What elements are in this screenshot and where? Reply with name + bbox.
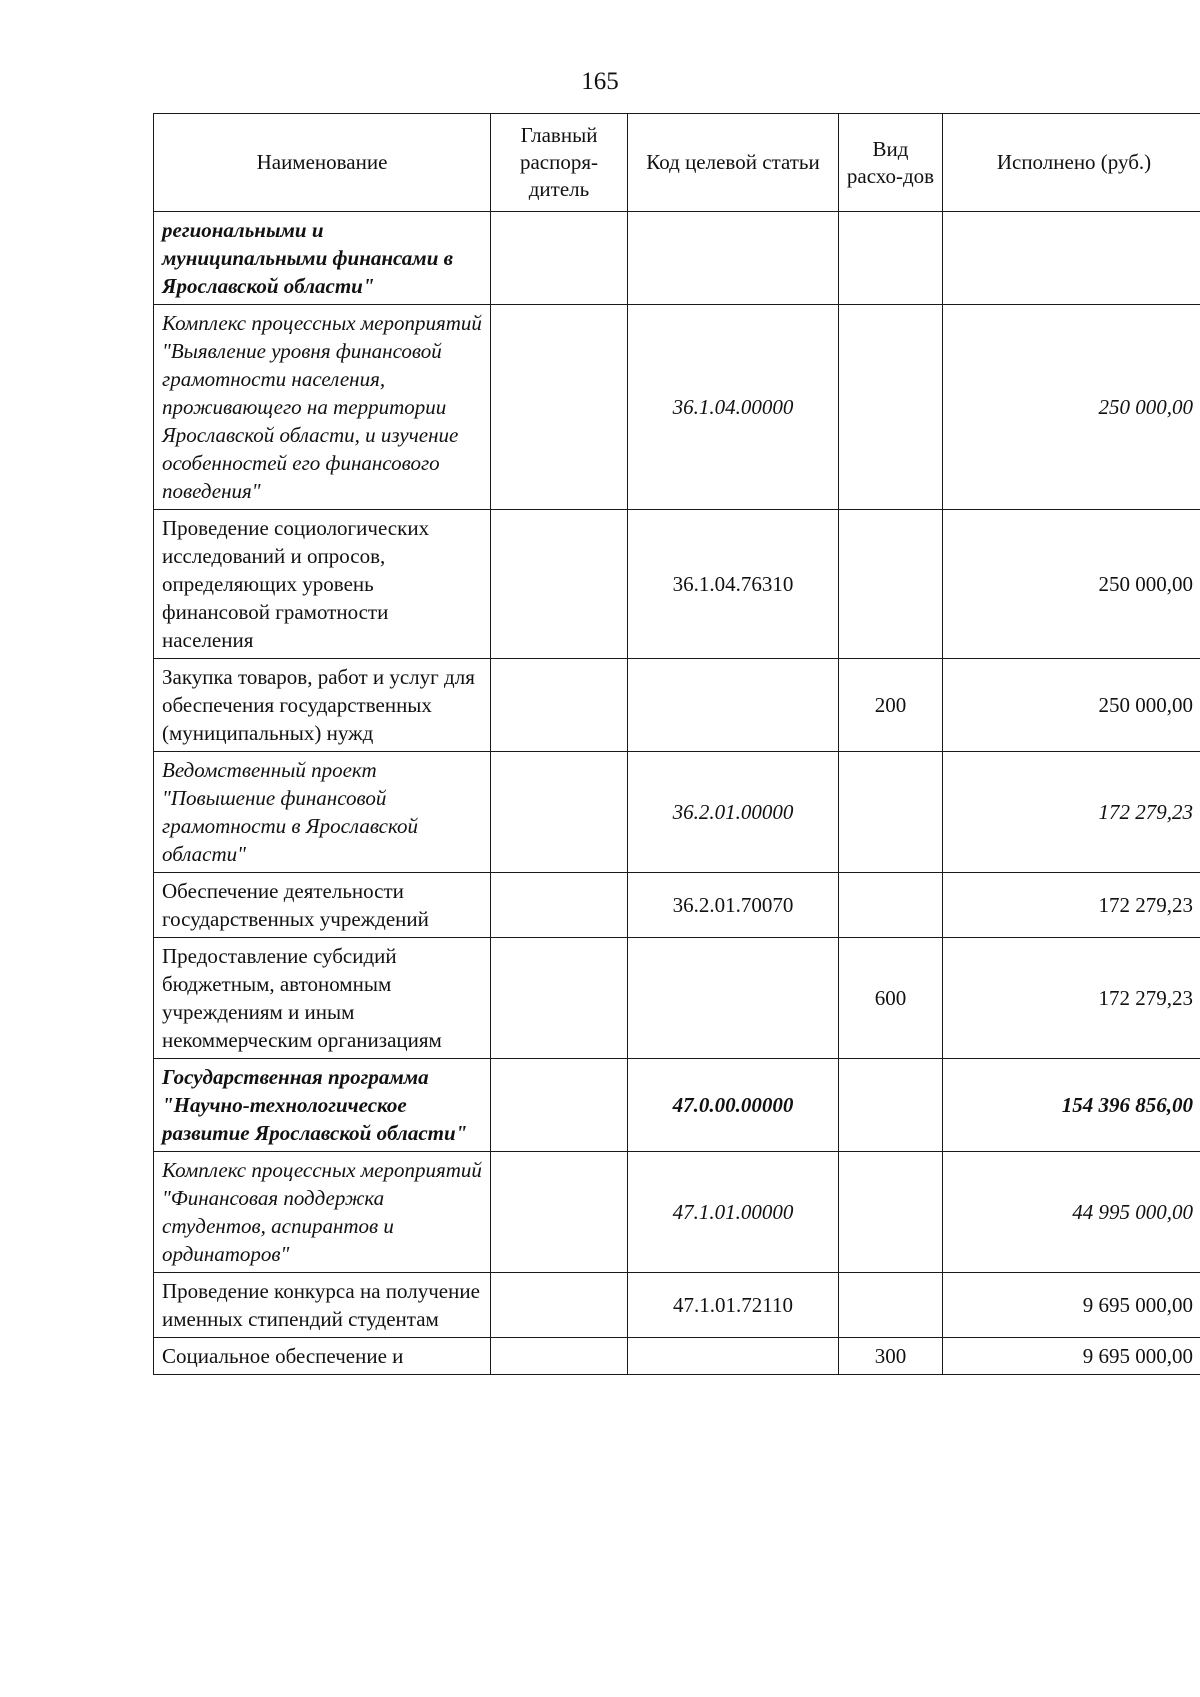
cell-code (628, 938, 839, 1059)
cell-vid (839, 212, 943, 305)
cell-grbs (491, 1338, 628, 1375)
cell-vid (839, 752, 943, 873)
cell-code: 47.0.00.00000 (628, 1059, 839, 1152)
budget-table (153, 113, 1200, 1375)
cell-sum (943, 212, 1200, 305)
cell-name: региональными и муниципальными финансами в Ярославской области" (154, 212, 491, 305)
cell-grbs (491, 1152, 628, 1273)
cell-code: 36.2.01.00000 (628, 752, 839, 873)
cell-vid (839, 873, 943, 938)
cell-sum: 9 695 000,00 (943, 1273, 1200, 1338)
cell-vid: 600 (839, 938, 943, 1059)
cell-vid (839, 1152, 943, 1273)
cell-vid (839, 305, 943, 510)
cell-grbs (491, 1059, 628, 1152)
cell-name: Социальное обеспечение и (154, 1338, 491, 1375)
header-sum: Исполнено (руб.) (943, 114, 1200, 212)
header-grbs: Главный распоря-дитель (491, 114, 628, 212)
cell-sum: 250 000,00 (943, 659, 1200, 752)
table-row (154, 1338, 1200, 1375)
header-code: Код целевой статьи (628, 114, 839, 212)
cell-sum: 250 000,00 (943, 510, 1200, 659)
cell-sum: 250 000,00 (943, 305, 1200, 510)
cell-name: Предоставление субсидий бюджетным, автономным учреждениям и иным некоммерческим организациям (154, 938, 491, 1059)
cell-grbs (491, 873, 628, 938)
cell-sum: 9 695 000,00 (943, 1338, 1200, 1375)
cell-grbs (491, 510, 628, 659)
table-row (154, 752, 1200, 873)
cell-name: Комплекс процессных мероприятий "Финансовая поддержка студентов, аспирантов и ординаторов" (154, 1152, 491, 1273)
header-name: Наименование (154, 114, 491, 212)
table-row (154, 1273, 1200, 1338)
table-row (154, 1152, 1200, 1273)
cell-grbs (491, 1273, 628, 1338)
cell-sum: 172 279,23 (943, 873, 1200, 938)
cell-name: Закупка товаров, работ и услуг для обеспечения государственных (муниципальных) нужд (154, 659, 491, 752)
table-row (154, 510, 1200, 659)
cell-vid (839, 510, 943, 659)
cell-grbs (491, 659, 628, 752)
cell-name: Проведение конкурса на получение именных стипендий студентам (154, 1273, 491, 1338)
cell-sum: 172 279,23 (943, 752, 1200, 873)
table-row (154, 1059, 1200, 1152)
cell-code (628, 1338, 839, 1375)
cell-code: 47.1.01.72110 (628, 1273, 839, 1338)
table-row (154, 938, 1200, 1059)
cell-grbs (491, 938, 628, 1059)
cell-sum: 172 279,23 (943, 938, 1200, 1059)
cell-name: Государственная программа "Научно-технологическое развитие Ярославской области" (154, 1059, 491, 1152)
cell-grbs (491, 752, 628, 873)
cell-grbs (491, 212, 628, 305)
cell-sum: 154 396 856,00 (943, 1059, 1200, 1152)
table-row (154, 659, 1200, 752)
cell-sum: 44 995 000,00 (943, 1152, 1200, 1273)
cell-code: 36.1.04.76310 (628, 510, 839, 659)
table-row (154, 212, 1200, 305)
table-row (154, 305, 1200, 510)
cell-code: 36.1.04.00000 (628, 305, 839, 510)
cell-code: 36.2.01.70070 (628, 873, 839, 938)
cell-name: Комплекс процессных мероприятий "Выявление уровня финансовой грамотности населения, проживающего на территории Ярославской области, и изучение особенностей его финансового поведения" (154, 305, 491, 510)
cell-code (628, 212, 839, 305)
cell-name: Проведение социологических исследований и опросов, определяющих уровень финансовой грамотности населения (154, 510, 491, 659)
table-header-row (154, 114, 1200, 212)
cell-code: 47.1.01.00000 (628, 1152, 839, 1273)
cell-grbs (491, 305, 628, 510)
table-row (154, 873, 1200, 938)
cell-vid: 300 (839, 1338, 943, 1375)
cell-code (628, 659, 839, 752)
header-vid: Вид расхо-дов (839, 114, 943, 212)
page-number: 165 (581, 68, 619, 95)
cell-name: Обеспечение деятельности государственных учреждений (154, 873, 491, 938)
cell-vid (839, 1059, 943, 1152)
cell-name: Ведомственный проект "Повышение финансовой грамотности в Ярославской области" (154, 752, 491, 873)
cell-vid: 200 (839, 659, 943, 752)
cell-vid (839, 1273, 943, 1338)
